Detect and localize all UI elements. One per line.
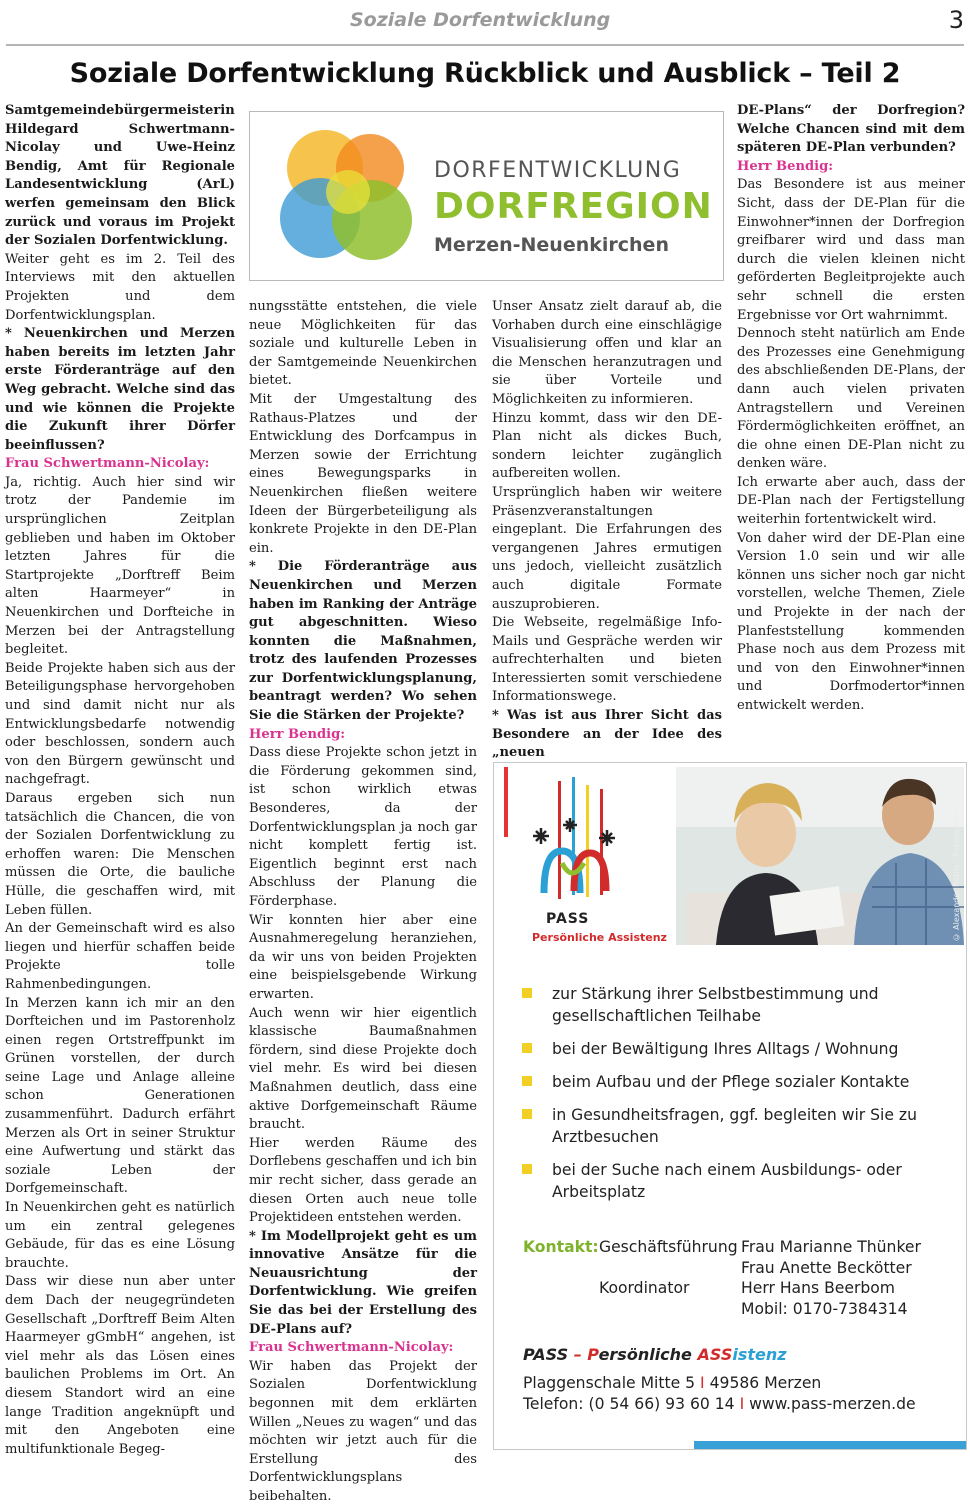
paragraph: Hinzu kommt, dass wir den DE-Plan nicht als dickes Buch, sondern leichter zugänglich aufbereiten wollen. — [492, 410, 722, 482]
paragraph: Weiter geht es im 2. Teil des Interviews mit den aktuellen Projekten und dem Dorfentwicklungsplan. — [5, 251, 235, 323]
photo-credit: © Alexander Raths - Fotolia.com — [952, 809, 961, 941]
paragraph: Wir haben das Projekt der Sozialen Dorfentwicklung begonnen mit dem erklärten Willen „Neues zu wagen“ und das möchten wir jetzt auch für die Erstellung des Dorfentwicklungsplans beibehalten. — [249, 1358, 477, 1504]
role-management: Geschäftsführung — [599, 1238, 738, 1256]
ad-bottom-bar — [694, 1441, 966, 1449]
paragraph: Auch wenn wir hier eigentlich klassische Baumaßnahmen fördern, sind diese Projekte doch viel mehr. Es wird bei diesen Maßnahmen deutlich, dass eine aktive Dorfgemeinschaft Räume braucht. — [249, 1005, 477, 1133]
pass-advertisement — [493, 762, 967, 1450]
contact-name: Frau Marianne Thünker — [741, 1238, 921, 1256]
paragraph: Die Webseite, regelmäßige Info-Mails und Gespräche werden wir aufrechterhalten und bieten Interessierten somit verschiedene Informationswege. — [492, 615, 722, 705]
paragraph: Ich erwarte aber auch, dass der DE-Plan nach der Fertigstellung weiterhin fortentwickelt wird. — [737, 474, 965, 528]
phone-number: Telefon: (0 54 66) 93 60 14 — [523, 1395, 735, 1413]
street-address: Plaggenschale Mitte 5 — [523, 1374, 696, 1392]
contact-name: Frau Anette Beckötter — [741, 1258, 912, 1277]
website-link[interactable]: www.pass-merzen.de — [749, 1395, 916, 1413]
interview-question: * Im Modellprojekt geht es um innovative Ansätze für die Neuausrichtung der Dorfentwicklung. Wie greifen Sie das bei der Erstellung des DE-Plans auf? — [249, 1228, 477, 1337]
logo-line-1: DORFENTWICKLUNG — [434, 158, 682, 183]
interview-question: Samtgemeindebürgermeisterin Hildegard Schwertmann-Nicolay und Uwe-Heinz Bendig, Amt für Regionale Landesentwicklung (ArL) werfen gemeinsam den Blick zurück und voraus im Projekt der Sozialen Dorfentwicklung. — [5, 103, 235, 249]
service-item: bei der Suche nach einem Ausbildungs- oder Arbeitsplatz — [522, 1159, 952, 1203]
paragraph: An der Gemeinschaft wird es also liegen und hierfür schaffen beide Projekte tolle Rahmenbedingungen. — [5, 921, 235, 992]
yellow-square-icon — [522, 1076, 532, 1086]
speaker-label: Frau Schwertmann-Nicolay: — [5, 456, 210, 472]
logo-line-3: Merzen-Neuenkirchen — [434, 234, 669, 256]
paragraph: Daraus ergeben sich nun tatsächlich die Chancen, die von der Sozialen Dorfentwicklung zu erhoffen waren: Die Menschen müssen die Orte, die bauliche Hülle, die geschaffen wird, mit Leben füllen. — [5, 790, 235, 918]
header-divider — [6, 44, 964, 46]
logo-line-2: DORFREGION — [434, 186, 713, 227]
mobile-number: Mobil: 0170-7384314 — [741, 1299, 908, 1318]
paragraph: Hier werden Räume des Dorflebens geschaffen und ich bin mir recht sicher, dass gerade an diesen Orten auch neue tolle Projektideen entstehen werden. — [249, 1135, 477, 1226]
speaker-label: Frau Schwertmann-Nicolay: — [249, 1340, 454, 1356]
role-coordinator: Koordinator — [599, 1279, 690, 1297]
yellow-square-icon — [522, 1109, 532, 1119]
ad-header — [494, 763, 966, 945]
service-list — [522, 983, 952, 1214]
paragraph: In Neuenkirchen geht es natürlich um ein zentral gelegenes Gebäude, für das es eine Lösung brauchte. — [5, 1200, 235, 1271]
speaker-label: Herr Bendig: — [249, 726, 346, 742]
pass-logo-subtitle: Persönliche Assistenz — [532, 931, 667, 944]
paragraph: Ursprünglich haben wir weitere Präsenzveranstaltungen eingeplant. Die Erfahrungen des vergangenen Jahres ermutigen uns jedoch, vielleicht zusätzlich auch digitale Formate auszuprobieren. — [492, 484, 722, 612]
service-item: zur Stärkung ihrer Selbstbestimmung und gesellschaftlichen Teilhabe — [522, 983, 952, 1027]
paragraph: Das Besondere ist aus meiner Sicht, dass der DE-Plan für die Einwohner*innen der Dorfregion greifbarer wird und dass man durch die vielen kleinen nicht geförderten Begleitprojekte auch sehr schnell die ersten Ergebnisse vor Ort wahrnimmt. — [737, 177, 965, 323]
paragraph: Unser Ansatz zielt darauf ab, die Vorhaben durch eine einschlägige Visualisierung offen und klar an die Menschen heranzutragen und sie über Vorteile und Möglichkeiten zu informieren. — [492, 299, 722, 407]
interview-question: DE-Plans“ der Dorfregion? Welche Chancen sind mit dem späteren DE-Plan verbunden? — [737, 103, 965, 156]
dorfentwicklung-logo — [249, 111, 724, 281]
article-column-3 — [492, 298, 722, 763]
section-title: Soziale Dorfentwicklung — [350, 9, 611, 31]
yellow-square-icon — [522, 1164, 532, 1174]
contact-label: Kontakt: — [523, 1238, 599, 1256]
address-block: Plaggenschale Mitte 5 I 49586 Merzen Telefon: (0 54 66) 93 60 14 I www.pass-merzen.de — [523, 1374, 916, 1413]
contact-block — [523, 1237, 921, 1319]
pass-logo-name: PASS — [546, 911, 590, 927]
city: 49586 Merzen — [709, 1374, 822, 1392]
paragraph: In Merzen kann ich mir an den Dorfteichen und im Pastorenholz einen regen Ortstreffpunkt im Grünen vorstellen, der durch seine Lage und Anlage alleine schon Generationen zusammenführt. Dadurch erfährt Merzen als Ort in seiner Struktur eine Aufwertung und stärkt das soziale Leben der Dorfgemeinschaft. — [5, 995, 235, 1197]
paragraph: Ja, richtig. Auch hier sind wir trotz der Pandemie im ursprünglichen Zeitplan geblieben und haben im Oktober letzten Jahres für die Startprojekte „Dorftreff Beim alten Haarmeyer“ in Neuenkirchen und Dorfteiche in Merzen bei der Antragstellung begleitet. — [5, 474, 235, 658]
article-column-2 — [249, 298, 477, 1507]
service-item: in Gesundheitsfragen, ggf. begleiten wir Sie zu Arztbesuchen — [522, 1104, 952, 1148]
speaker-label: Herr Bendig: — [737, 158, 834, 174]
paragraph: Dass diese Projekte schon jetzt in die Förderung gekommen sind, ist schon wirklich etwas Besonderes, da der Dorfentwicklungsplan ja noch gar nicht komplett fertig ist. Eigentlich beginnt erst nach Abschluss der Planung die Förderphase. — [249, 745, 477, 909]
page-number: 3 — [948, 6, 964, 34]
consultation-photo — [676, 767, 964, 945]
consultation-photo-image — [676, 767, 964, 945]
interview-question: * Was ist aus Ihrer Sicht das Besondere an der Idee des „neuen — [492, 708, 722, 761]
ad-accent-line — [504, 767, 508, 837]
contact-name: Herr Hans Beerbom — [741, 1279, 895, 1297]
article-headline: Soziale Dorfentwicklung Rückblick und Ausblick – Teil 2 — [69, 58, 901, 89]
paragraph: Dennoch steht natürlich am Ende des Prozesses eine Genehmigung des abschließenden DE-Plans, der dann auch vielen privaten Antragstellern und Vereinen Fördermöglichkeiten eröffnet, an die ohne einen DE-Plan nicht zu denken wäre. — [737, 326, 965, 472]
interview-question: * Die Förderanträge aus Neuenkirchen und Merzen haben im Ranking der Anträge gut abgeschnitten. Wieso konnten die Maßnahmen, trotz des laufenden Prozesses zur Dorfentwicklungsplanung, beantragt werden? Wo sehen Sie die Stärken der Projekte? — [249, 559, 477, 724]
service-item: bei der Bewältigung Ihres Alltags / Wohnung — [522, 1038, 952, 1060]
article-column-1 — [5, 102, 235, 1459]
interview-question: * Neuenkirchen und Merzen haben bereits im letzten Jahr erste Förderanträge auf den Weg gebracht. Welche sind das und wie können die Projekte die Zukunft ihrer Dörfer beeinflussen? — [5, 326, 235, 453]
article-column-4 — [737, 102, 965, 716]
paragraph: Wir konnten hier aber eine Ausnahmeregelung heranziehen, da wir uns von beiden Projekten eine beispielsgebende Wirkung erwarten. — [249, 912, 477, 1002]
paragraph: nungsstätte entstehen, die viele neue Möglichkeiten für das soziale und kulturelle Leben in der Samtgemeinde Neuenkirchen bietet. — [249, 299, 477, 389]
yellow-square-icon — [522, 988, 532, 998]
service-item: beim Aufbau und der Pflege sozialer Kontakte — [522, 1071, 952, 1093]
paragraph: Dass wir diese nun aber unter dem Dach der neugegründeten Gesellschaft „Dorftreff Beim Alten Haarmeyer gGmbH“ angehen, ist viel mehr als das Lösen eines baulichen Problems im Ort. An diesem Standort wird an eine lange Tradition angeknüpft und mit den Angeboten eine multifunktionale Begeg- — [5, 1274, 235, 1457]
yellow-square-icon — [522, 1043, 532, 1053]
circles-logo-icon — [270, 120, 430, 270]
paragraph: Mit der Umgestaltung des Rathaus-Platzes und der Entwicklung des Dorfcampus in Merzen sowie der Errichtung eines Bewegungsparks in Neuenkirchen fließen weitere Ideen der Bürgerbeteiligung als konkrete Projekte in den DE-Plan ein. — [249, 391, 477, 556]
paragraph: Von daher wird der DE-Plan eine Version 1.0 sein und wir alle können uns sicher noch gar nicht vorstellen, welche Themen, Ziele und Projekte in der nach der Planfeststellung kommenden Phase noch aus dem Prozess mit und von den Einwohner*innen und Dorfmodertor*innen entwickelt werden. — [737, 530, 965, 713]
pass-brand-title: PASS – Persönliche ASSistenz — [523, 1345, 787, 1364]
paragraph: Beide Projekte haben sich aus der Beteiligungsphase hervorgehoben und sind damit nicht nur als Entwicklungsbedarfe notwendig oder beschlossen, sondern auch von den Bürgern gewünscht und nachgefragt. — [5, 660, 235, 788]
